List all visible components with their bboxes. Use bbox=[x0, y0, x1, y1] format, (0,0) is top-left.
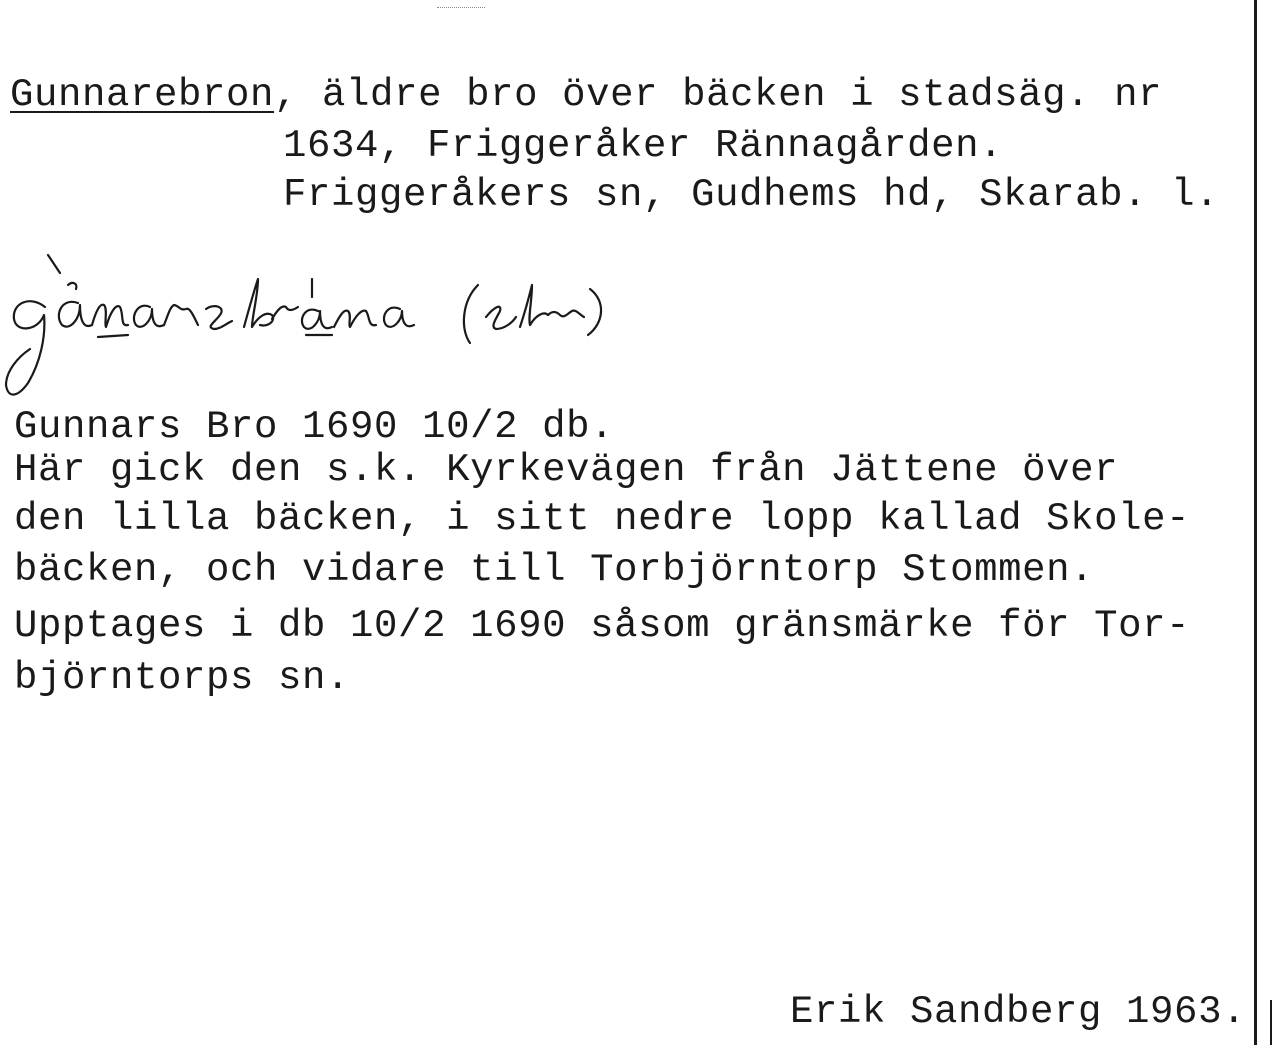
body-line-2: Här gick den s.k. Kyrkevägen från Jättene över bbox=[14, 448, 1119, 492]
scan-speck bbox=[437, 7, 485, 9]
body-line-4: bäcken, och vidare till Torbjörntorp Stommen. bbox=[14, 548, 1095, 592]
body-line-6: björntorps sn. bbox=[14, 656, 351, 700]
header-description: , äldre bro över bäcken i stadsäg. nr bbox=[274, 73, 1163, 117]
header-line-2: 1634, Friggeråker Rännagården. bbox=[283, 124, 1004, 168]
body-line-1: Gunnars Bro 1690 10/2 db. bbox=[14, 405, 615, 449]
signature: Erik Sandberg 1963. bbox=[790, 990, 1247, 1034]
body-line-3: den lilla bäcken, i sitt nedre lopp kallad Skole- bbox=[14, 497, 1191, 541]
header-line-1 bbox=[10, 73, 1163, 117]
body-line-5: Upptages i db 10/2 1690 såsom gränsmärke för Tor- bbox=[14, 604, 1191, 648]
card-edge-mark bbox=[1270, 1000, 1272, 1045]
card-edge bbox=[1254, 0, 1257, 1045]
headword: Gunnarebron bbox=[10, 73, 275, 117]
handwritten-pronunciation bbox=[0, 245, 790, 415]
header-line-3: Friggeråkers sn, Gudhems hd, Skarab. l. bbox=[283, 173, 1220, 217]
